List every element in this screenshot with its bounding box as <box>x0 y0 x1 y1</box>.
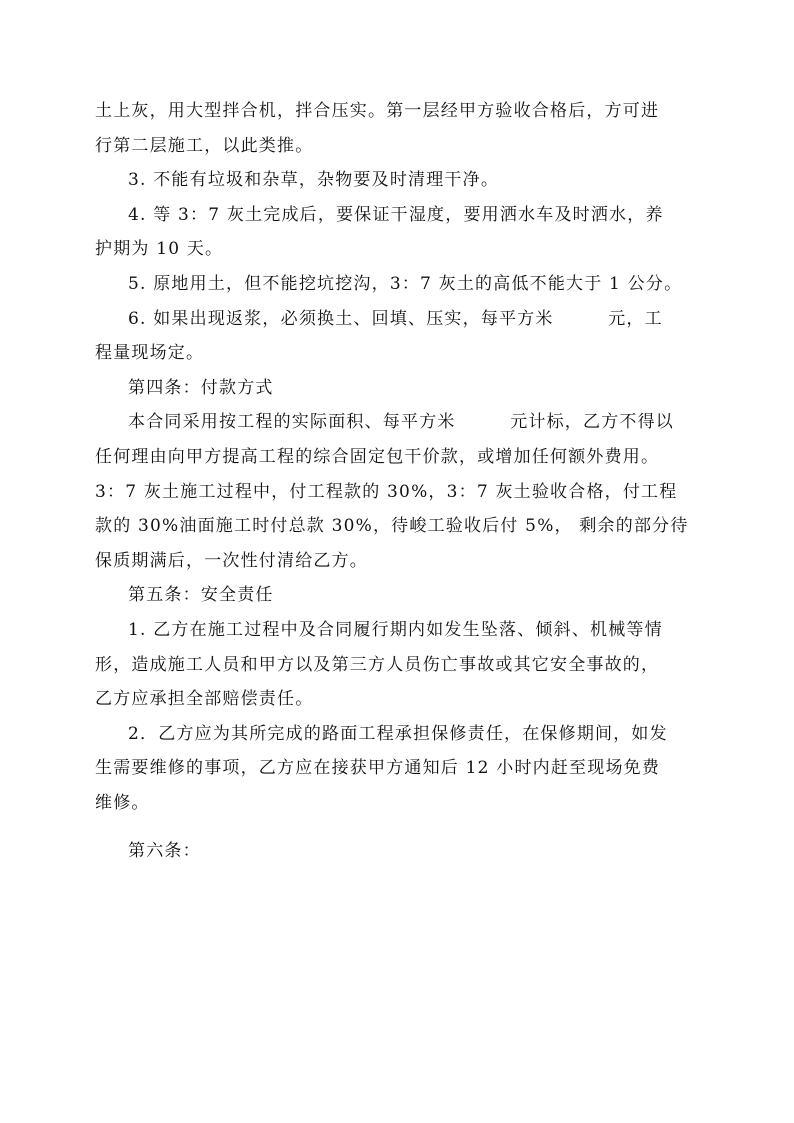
document-body <box>95 94 710 869</box>
text-line: 6. 如果出现返浆，必须换土、回填、压实，每平方米 元，工 <box>128 308 663 329</box>
section-heading: 第六条： <box>128 841 201 862</box>
text-line: 3. 不能有垃圾和杂草，杂物要及时清理干净。 <box>128 170 500 191</box>
text-line: 土上灰，用大型拌合机，拌合压实。第一层经甲方验收合格后，方可进 <box>95 101 660 121</box>
text-line: 生需要维修的事项，乙方应在接获甲方通知后 12 小时内赶至现场免费 <box>95 758 661 779</box>
text-line: 乙方应承担全部赔偿责任。 <box>95 689 314 710</box>
text-line: 保质期满后，一次性付清给乙方。 <box>95 550 368 571</box>
text-line: 4. 等 3：7 灰土完成后，要保证干湿度，要用洒水车及时洒水，养 <box>128 204 664 225</box>
section-heading: 第五条：安全责任 <box>128 585 274 606</box>
text-line: 3：7 灰土施工过程中，付工程款的 30%，3：7 灰土验收合格，付工程 <box>95 481 678 502</box>
text-line: 2．乙方应为其所完成的路面工程承担保修责任，在保修期间，如发 <box>128 723 668 744</box>
text-line: 程量现场定。 <box>95 343 205 364</box>
paragraph-gap <box>95 820 710 834</box>
text-line: 任何理由向甲方提高工程的综合固定包干价款，或增加任何额外费用。 <box>95 446 660 467</box>
section-heading: 第四条：付款方式 <box>128 377 274 398</box>
text-line: 护期为 10 天。 <box>95 239 224 260</box>
text-line: 本合同采用按工程的实际面积、每平方米 元计标，乙方不得以 <box>128 412 674 433</box>
text-line: 形，造成施工人员和甲方以及第三方人员伤亡事故或其它安全事故的， <box>95 654 660 675</box>
text-line: 款的 30%油面施工时付总款 30%，待峻工验收后付 5%， 剩余的部分待 <box>95 516 689 537</box>
text-line: 行第二层施工，以此类推。 <box>95 135 314 156</box>
text-line: 5. 原地用土，但不能挖坑挖沟，3：7 灰土的高低不能大于 1 公分。 <box>128 273 683 294</box>
text-line: 1. 乙方在施工过程中及合同履行期内如发生坠落、倾斜、机械等情 <box>128 619 663 640</box>
text-line: 维修。 <box>95 792 150 813</box>
